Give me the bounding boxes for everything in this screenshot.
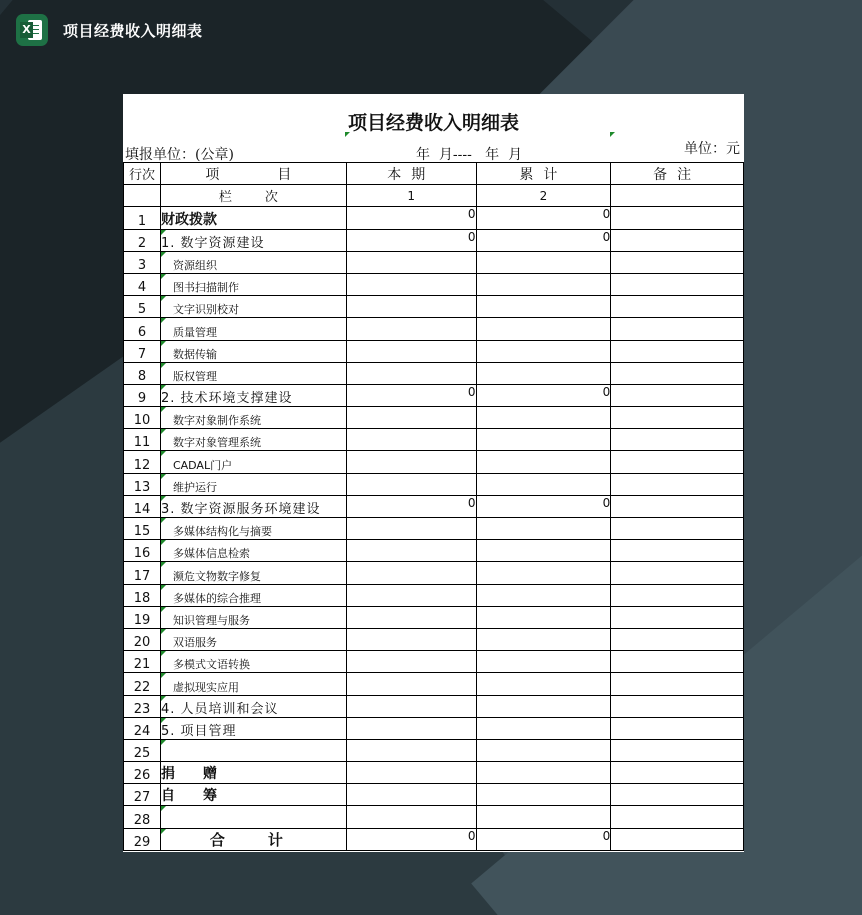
cumulative-value-cell[interactable] xyxy=(476,340,611,362)
cumulative-value-cell[interactable] xyxy=(476,429,611,451)
cumulative-value-cell[interactable] xyxy=(476,407,611,429)
window-title: 项目经费收入明细表 xyxy=(63,21,203,40)
table-row xyxy=(124,273,744,295)
row-number[interactable]: 9 xyxy=(124,384,161,406)
cumulative-value-cell[interactable] xyxy=(476,695,611,717)
item-label: 濒危文物数字修复 xyxy=(172,569,261,583)
current-value-cell[interactable] xyxy=(346,784,476,806)
item-cell[interactable] xyxy=(160,229,346,251)
remark-cell[interactable] xyxy=(611,628,744,650)
cumulative-value-cell[interactable] xyxy=(476,784,611,806)
item-label: 资源组织 xyxy=(172,258,217,272)
table-row xyxy=(124,695,744,717)
header-row xyxy=(124,163,744,185)
comment-marker xyxy=(610,132,615,137)
cumulative-value-cell[interactable] xyxy=(476,717,611,739)
item-cell[interactable] xyxy=(160,362,346,384)
item-cell[interactable] xyxy=(160,473,346,495)
title-bar xyxy=(16,13,203,47)
current-value-cell[interactable] xyxy=(346,695,476,717)
header-cumulative: 累计 xyxy=(476,163,611,185)
remark-cell[interactable] xyxy=(611,362,744,384)
item-cell[interactable] xyxy=(160,318,346,340)
item-cell[interactable] xyxy=(160,273,346,295)
column-number-cumulative: 2 xyxy=(476,185,611,207)
table-row xyxy=(124,473,744,495)
table-row xyxy=(124,651,744,673)
cumulative-value-cell[interactable] xyxy=(476,540,611,562)
item-label: 图书扫描制作 xyxy=(172,281,239,295)
remark-cell[interactable] xyxy=(611,518,744,540)
item-label: 3. 数字资源服务环境建设 xyxy=(160,502,321,517)
row-number[interactable]: 12 xyxy=(124,451,161,473)
column-number-current: 1 xyxy=(346,185,476,207)
table-row xyxy=(124,518,744,540)
remark-cell[interactable] xyxy=(611,407,744,429)
item-cell[interactable] xyxy=(160,384,346,406)
table-row xyxy=(124,540,744,562)
remark-cell[interactable] xyxy=(611,318,744,340)
table-row xyxy=(124,384,744,406)
current-value-cell[interactable] xyxy=(346,606,476,628)
table-row xyxy=(124,429,744,451)
item-cell[interactable] xyxy=(160,540,346,562)
remark-cell[interactable] xyxy=(611,828,744,850)
table-row xyxy=(124,784,744,806)
cumulative-value-cell[interactable] xyxy=(476,296,611,318)
remark-cell[interactable] xyxy=(611,606,744,628)
item-label: 版权管理 xyxy=(172,369,217,383)
current-value-cell[interactable] xyxy=(346,717,476,739)
remark-cell[interactable] xyxy=(611,651,744,673)
row-number[interactable]: 21 xyxy=(124,651,161,673)
item-cell[interactable] xyxy=(160,628,346,650)
cumulative-value-cell[interactable] xyxy=(476,362,611,384)
remark-cell[interactable] xyxy=(611,673,744,695)
table-row xyxy=(124,562,744,584)
row-number[interactable]: 8 xyxy=(124,362,161,384)
cumulative-value-cell[interactable]: 0 xyxy=(476,828,611,850)
table-row xyxy=(124,739,744,761)
period-label: 年 月---- 年 月 xyxy=(416,147,523,163)
item-label: 数字对象制作系统 xyxy=(172,414,261,428)
item-label: 多媒体信息检索 xyxy=(172,547,250,561)
current-value-cell[interactable]: 0 xyxy=(346,495,476,517)
cumulative-value-cell[interactable] xyxy=(476,451,611,473)
current-value-cell[interactable] xyxy=(346,318,476,340)
row-number[interactable]: 22 xyxy=(124,673,161,695)
cumulative-value-cell[interactable] xyxy=(476,606,611,628)
current-value-cell[interactable] xyxy=(346,251,476,273)
table-row xyxy=(124,495,744,517)
current-value-cell[interactable] xyxy=(346,407,476,429)
table-row xyxy=(124,606,744,628)
cumulative-value-cell[interactable]: 0 xyxy=(476,495,611,517)
remark-cell[interactable] xyxy=(611,296,744,318)
remark-cell[interactable] xyxy=(611,584,744,606)
income-detail-table xyxy=(123,162,744,851)
cumulative-value-cell[interactable] xyxy=(476,273,611,295)
item-cell[interactable] xyxy=(160,673,346,695)
remark-cell[interactable] xyxy=(611,451,744,473)
item-cell[interactable] xyxy=(160,739,346,761)
header-row-no: 行次 xyxy=(124,163,161,185)
table-row xyxy=(124,207,744,229)
remark-cell[interactable] xyxy=(611,784,744,806)
cumulative-value-cell[interactable] xyxy=(476,584,611,606)
table-row xyxy=(124,717,744,739)
table-row xyxy=(124,340,744,362)
column-number-row xyxy=(124,185,744,207)
cumulative-value-cell[interactable] xyxy=(476,628,611,650)
current-value-cell[interactable]: 0 xyxy=(346,207,476,229)
table-row xyxy=(124,318,744,340)
spreadsheet-page xyxy=(123,94,744,852)
item-cell[interactable] xyxy=(160,828,346,850)
remark-cell[interactable] xyxy=(611,540,744,562)
remark-cell[interactable] xyxy=(611,340,744,362)
item-label: 1. 数字资源建设 xyxy=(160,235,265,251)
item-label: 质量管理 xyxy=(172,325,217,339)
comment-marker xyxy=(345,132,350,137)
row-number[interactable]: 6 xyxy=(124,318,161,340)
remark-cell[interactable] xyxy=(611,251,744,273)
cumulative-value-cell[interactable] xyxy=(476,318,611,340)
reporting-unit-label: 填报单位：(公章) xyxy=(125,147,234,163)
current-value-cell[interactable] xyxy=(346,806,476,828)
current-value-cell[interactable] xyxy=(346,739,476,761)
item-label: 财政拨款 xyxy=(160,211,217,228)
row-number[interactable]: 2 xyxy=(124,229,161,251)
table-row xyxy=(124,451,744,473)
cumulative-value-cell[interactable] xyxy=(476,806,611,828)
excel-icon: X xyxy=(16,14,48,46)
remark-cell[interactable] xyxy=(611,806,744,828)
current-value-cell[interactable] xyxy=(346,584,476,606)
remark-cell[interactable] xyxy=(611,762,744,784)
row-number[interactable]: 28 xyxy=(124,806,161,828)
item-label: 2. 技术环境支撑建设 xyxy=(160,391,293,407)
item-label: 双语服务 xyxy=(172,636,217,650)
item-label: 数据传输 xyxy=(172,347,217,361)
row-number[interactable]: 4 xyxy=(124,273,161,295)
remark-cell[interactable] xyxy=(611,273,744,295)
cumulative-value-cell[interactable]: 0 xyxy=(476,384,611,406)
row-number[interactable]: 25 xyxy=(124,739,161,761)
item-label: 数字对象管理系统 xyxy=(172,436,261,450)
item-cell[interactable] xyxy=(160,251,346,273)
item-label: 维护运行 xyxy=(172,480,217,494)
current-value-cell[interactable] xyxy=(346,540,476,562)
current-value-cell[interactable] xyxy=(346,628,476,650)
item-label: 自 筹 xyxy=(160,788,217,805)
current-value-cell[interactable] xyxy=(346,673,476,695)
row-number[interactable]: 29 xyxy=(124,828,161,850)
row-number[interactable]: 11 xyxy=(124,429,161,451)
remark-cell[interactable] xyxy=(611,562,744,584)
item-cell[interactable] xyxy=(160,407,346,429)
item-cell[interactable] xyxy=(160,762,346,784)
cumulative-value-cell[interactable] xyxy=(476,562,611,584)
current-value-cell[interactable] xyxy=(346,762,476,784)
row-number[interactable]: 1 xyxy=(124,207,161,229)
row-number[interactable]: 3 xyxy=(124,251,161,273)
table-row xyxy=(124,229,744,251)
header-item: 项 目 xyxy=(160,163,346,185)
remark-cell[interactable] xyxy=(611,429,744,451)
item-cell[interactable] xyxy=(160,451,346,473)
item-label: CADAL门户 xyxy=(172,458,233,472)
item-label: 5. 项目管理 xyxy=(160,723,237,739)
remark-cell[interactable] xyxy=(611,495,744,517)
item-label: 多媒体结构化与摘要 xyxy=(172,525,272,539)
row-number[interactable]: 19 xyxy=(124,606,161,628)
cumulative-value-cell[interactable] xyxy=(476,518,611,540)
remark-cell[interactable] xyxy=(611,739,744,761)
item-cell[interactable] xyxy=(160,495,346,517)
current-value-cell[interactable]: 0 xyxy=(346,229,476,251)
table-row xyxy=(124,296,744,318)
row-number[interactable]: 24 xyxy=(124,717,161,739)
item-cell[interactable] xyxy=(160,584,346,606)
remark-cell[interactable] xyxy=(611,473,744,495)
table-row xyxy=(124,673,744,695)
row-number[interactable]: 27 xyxy=(124,784,161,806)
current-value-cell[interactable]: 0 xyxy=(346,828,476,850)
item-label: 知识管理与服务 xyxy=(172,613,250,627)
item-cell[interactable] xyxy=(160,606,346,628)
cumulative-value-cell[interactable] xyxy=(476,251,611,273)
cumulative-value-cell[interactable]: 0 xyxy=(476,207,611,229)
current-value-cell[interactable] xyxy=(346,296,476,318)
row-number[interactable]: 18 xyxy=(124,584,161,606)
header-remark: 备注 xyxy=(611,163,744,185)
current-value-cell[interactable] xyxy=(346,362,476,384)
table-row xyxy=(124,251,744,273)
row-number[interactable]: 23 xyxy=(124,695,161,717)
table-row xyxy=(124,762,744,784)
table-row xyxy=(124,407,744,429)
remark-cell[interactable] xyxy=(611,229,744,251)
item-cell[interactable] xyxy=(160,806,346,828)
cumulative-value-cell[interactable] xyxy=(476,762,611,784)
current-value-cell[interactable] xyxy=(346,473,476,495)
row-number[interactable]: 26 xyxy=(124,762,161,784)
item-cell[interactable] xyxy=(160,207,346,229)
unit-label: 单位：元 xyxy=(684,141,740,157)
row-number[interactable]: 16 xyxy=(124,540,161,562)
column-number-label: 栏 次 xyxy=(160,185,346,207)
cumulative-value-cell[interactable] xyxy=(476,651,611,673)
table-row xyxy=(124,362,744,384)
table-row xyxy=(124,828,744,850)
item-cell[interactable] xyxy=(160,518,346,540)
cumulative-value-cell[interactable] xyxy=(476,739,611,761)
item-label: 虚拟现实应用 xyxy=(172,680,239,694)
row-number[interactable]: 10 xyxy=(124,407,161,429)
item-cell[interactable] xyxy=(160,784,346,806)
remark-cell[interactable] xyxy=(611,384,744,406)
current-value-cell[interactable] xyxy=(346,518,476,540)
item-cell[interactable] xyxy=(160,651,346,673)
item-label: 多媒体的综合推理 xyxy=(172,591,261,605)
cumulative-value-cell[interactable] xyxy=(476,473,611,495)
row-number[interactable]: 15 xyxy=(124,518,161,540)
row-number[interactable]: 17 xyxy=(124,562,161,584)
item-cell[interactable] xyxy=(160,340,346,362)
current-value-cell[interactable] xyxy=(346,562,476,584)
current-value-cell[interactable]: 0 xyxy=(346,384,476,406)
row-number[interactable]: 14 xyxy=(124,495,161,517)
item-cell[interactable] xyxy=(160,296,346,318)
cumulative-value-cell[interactable] xyxy=(476,673,611,695)
row-number[interactable]: 20 xyxy=(124,628,161,650)
table-row xyxy=(124,584,744,606)
item-label: 捐 赠 xyxy=(160,766,217,783)
row-number[interactable]: 5 xyxy=(124,296,161,318)
header-current: 本期 xyxy=(346,163,476,185)
item-cell[interactable] xyxy=(160,562,346,584)
item-cell[interactable] xyxy=(160,429,346,451)
document-title: 项目经费收入明细表 xyxy=(347,112,519,134)
current-value-cell[interactable] xyxy=(346,429,476,451)
item-label: 4. 人员培训和会议 xyxy=(160,701,279,717)
item-label: 合 计 xyxy=(209,830,297,849)
remark-cell[interactable] xyxy=(611,207,744,229)
remark-cell[interactable] xyxy=(611,717,744,739)
item-cell[interactable] xyxy=(160,717,346,739)
row-number[interactable]: 13 xyxy=(124,473,161,495)
current-value-cell[interactable] xyxy=(346,451,476,473)
item-cell[interactable] xyxy=(160,695,346,717)
item-label: 文字识别校对 xyxy=(172,303,239,317)
remark-cell[interactable] xyxy=(611,695,744,717)
current-value-cell[interactable] xyxy=(346,340,476,362)
table-row xyxy=(124,628,744,650)
current-value-cell[interactable] xyxy=(346,273,476,295)
current-value-cell[interactable] xyxy=(346,651,476,673)
table-row xyxy=(124,806,744,828)
cumulative-value-cell[interactable]: 0 xyxy=(476,229,611,251)
row-number[interactable]: 7 xyxy=(124,340,161,362)
item-label: 多模式文语转换 xyxy=(172,658,250,672)
